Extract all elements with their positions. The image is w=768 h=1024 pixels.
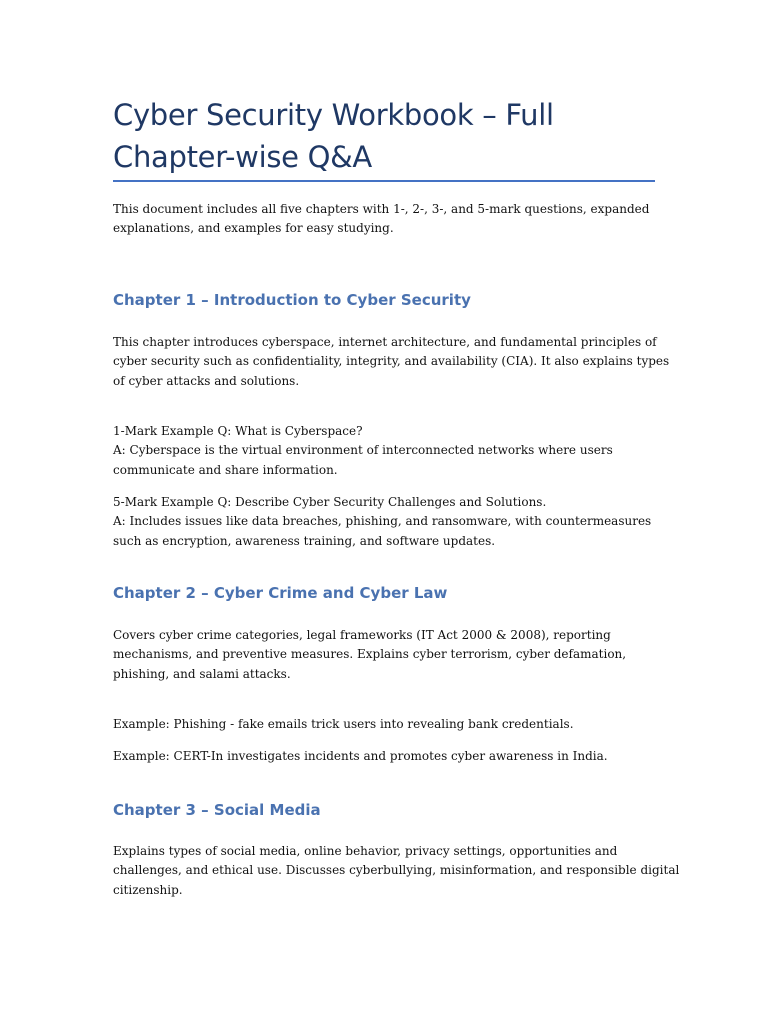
text-line: This document includes all five chapters with 1-, 2-, 3-, and 5-mark questions, expanded — [113, 202, 650, 216]
chapter-2-example-1 — [113, 715, 658, 734]
text-line: explanations, and examples for easy studying. — [113, 221, 394, 236]
chapter-3-description — [113, 842, 680, 900]
question-line: 5-Mark Example Q: Describe Cyber Security Challenges and Solutions. — [113, 495, 547, 509]
text-line: challenges, and ethical use. Discusses cyberbullying, misinformation, and responsible digital — [113, 863, 680, 878]
chapter-1-heading: Chapter 1 – Introduction to Cyber Security — [113, 291, 471, 309]
answer-line: such as encryption, awareness training, and software updates. — [113, 533, 496, 548]
text-line: of cyber attacks and solutions. — [113, 373, 300, 388]
text-line: Example: CERT-In investigates incidents and promotes cyber awareness in India. — [113, 749, 608, 763]
text-line: mechanisms, and preventive measures. Explains cyber terrorism, cyber defamation, — [113, 647, 627, 662]
title-underline — [113, 180, 655, 182]
text-line: This chapter introduces cyberspace, internet architecture, and fundamental principles of — [113, 335, 657, 349]
text-line: citizenship. — [113, 882, 183, 897]
document-title — [113, 94, 655, 178]
text-line: cyber security such as confidentiality, integrity, and availability (CIA). It also explains types — [113, 354, 670, 369]
document-title-line: Chapter-wise Q&A — [113, 140, 372, 174]
text-line: Explains types of social media, online behavior, privacy settings, opportunities and — [113, 844, 618, 858]
chapter-2-description — [113, 626, 658, 684]
document-title-line: Cyber Security Workbook – Full — [113, 98, 554, 132]
answer-line: communicate and share information. — [113, 462, 338, 477]
chapter-1-qa-5mark — [113, 493, 658, 551]
chapter-2-example-2 — [113, 747, 658, 766]
question-line: 1-Mark Example Q: What is Cyberspace? — [113, 424, 363, 438]
chapter-2-heading: Chapter 2 – Cyber Crime and Cyber Law — [113, 584, 448, 602]
text-line: Example: Phishing - fake emails trick users into revealing bank credentials. — [113, 717, 574, 731]
answer-line: A: Includes issues like data breaches, phishing, and ransomware, with countermeasures — [113, 514, 652, 529]
chapter-1-description — [113, 333, 670, 391]
intro-paragraph — [113, 200, 658, 239]
chapter-1-qa-1mark — [113, 422, 658, 480]
text-line: Covers cyber crime categories, legal frameworks (IT Act 2000 & 2008), reporting — [113, 628, 611, 642]
chapter-3-heading: Chapter 3 – Social Media — [113, 801, 321, 819]
answer-line: A: Cyberspace is the virtual environment of interconnected networks where users — [113, 443, 613, 458]
text-line: phishing, and salami attacks. — [113, 666, 291, 681]
